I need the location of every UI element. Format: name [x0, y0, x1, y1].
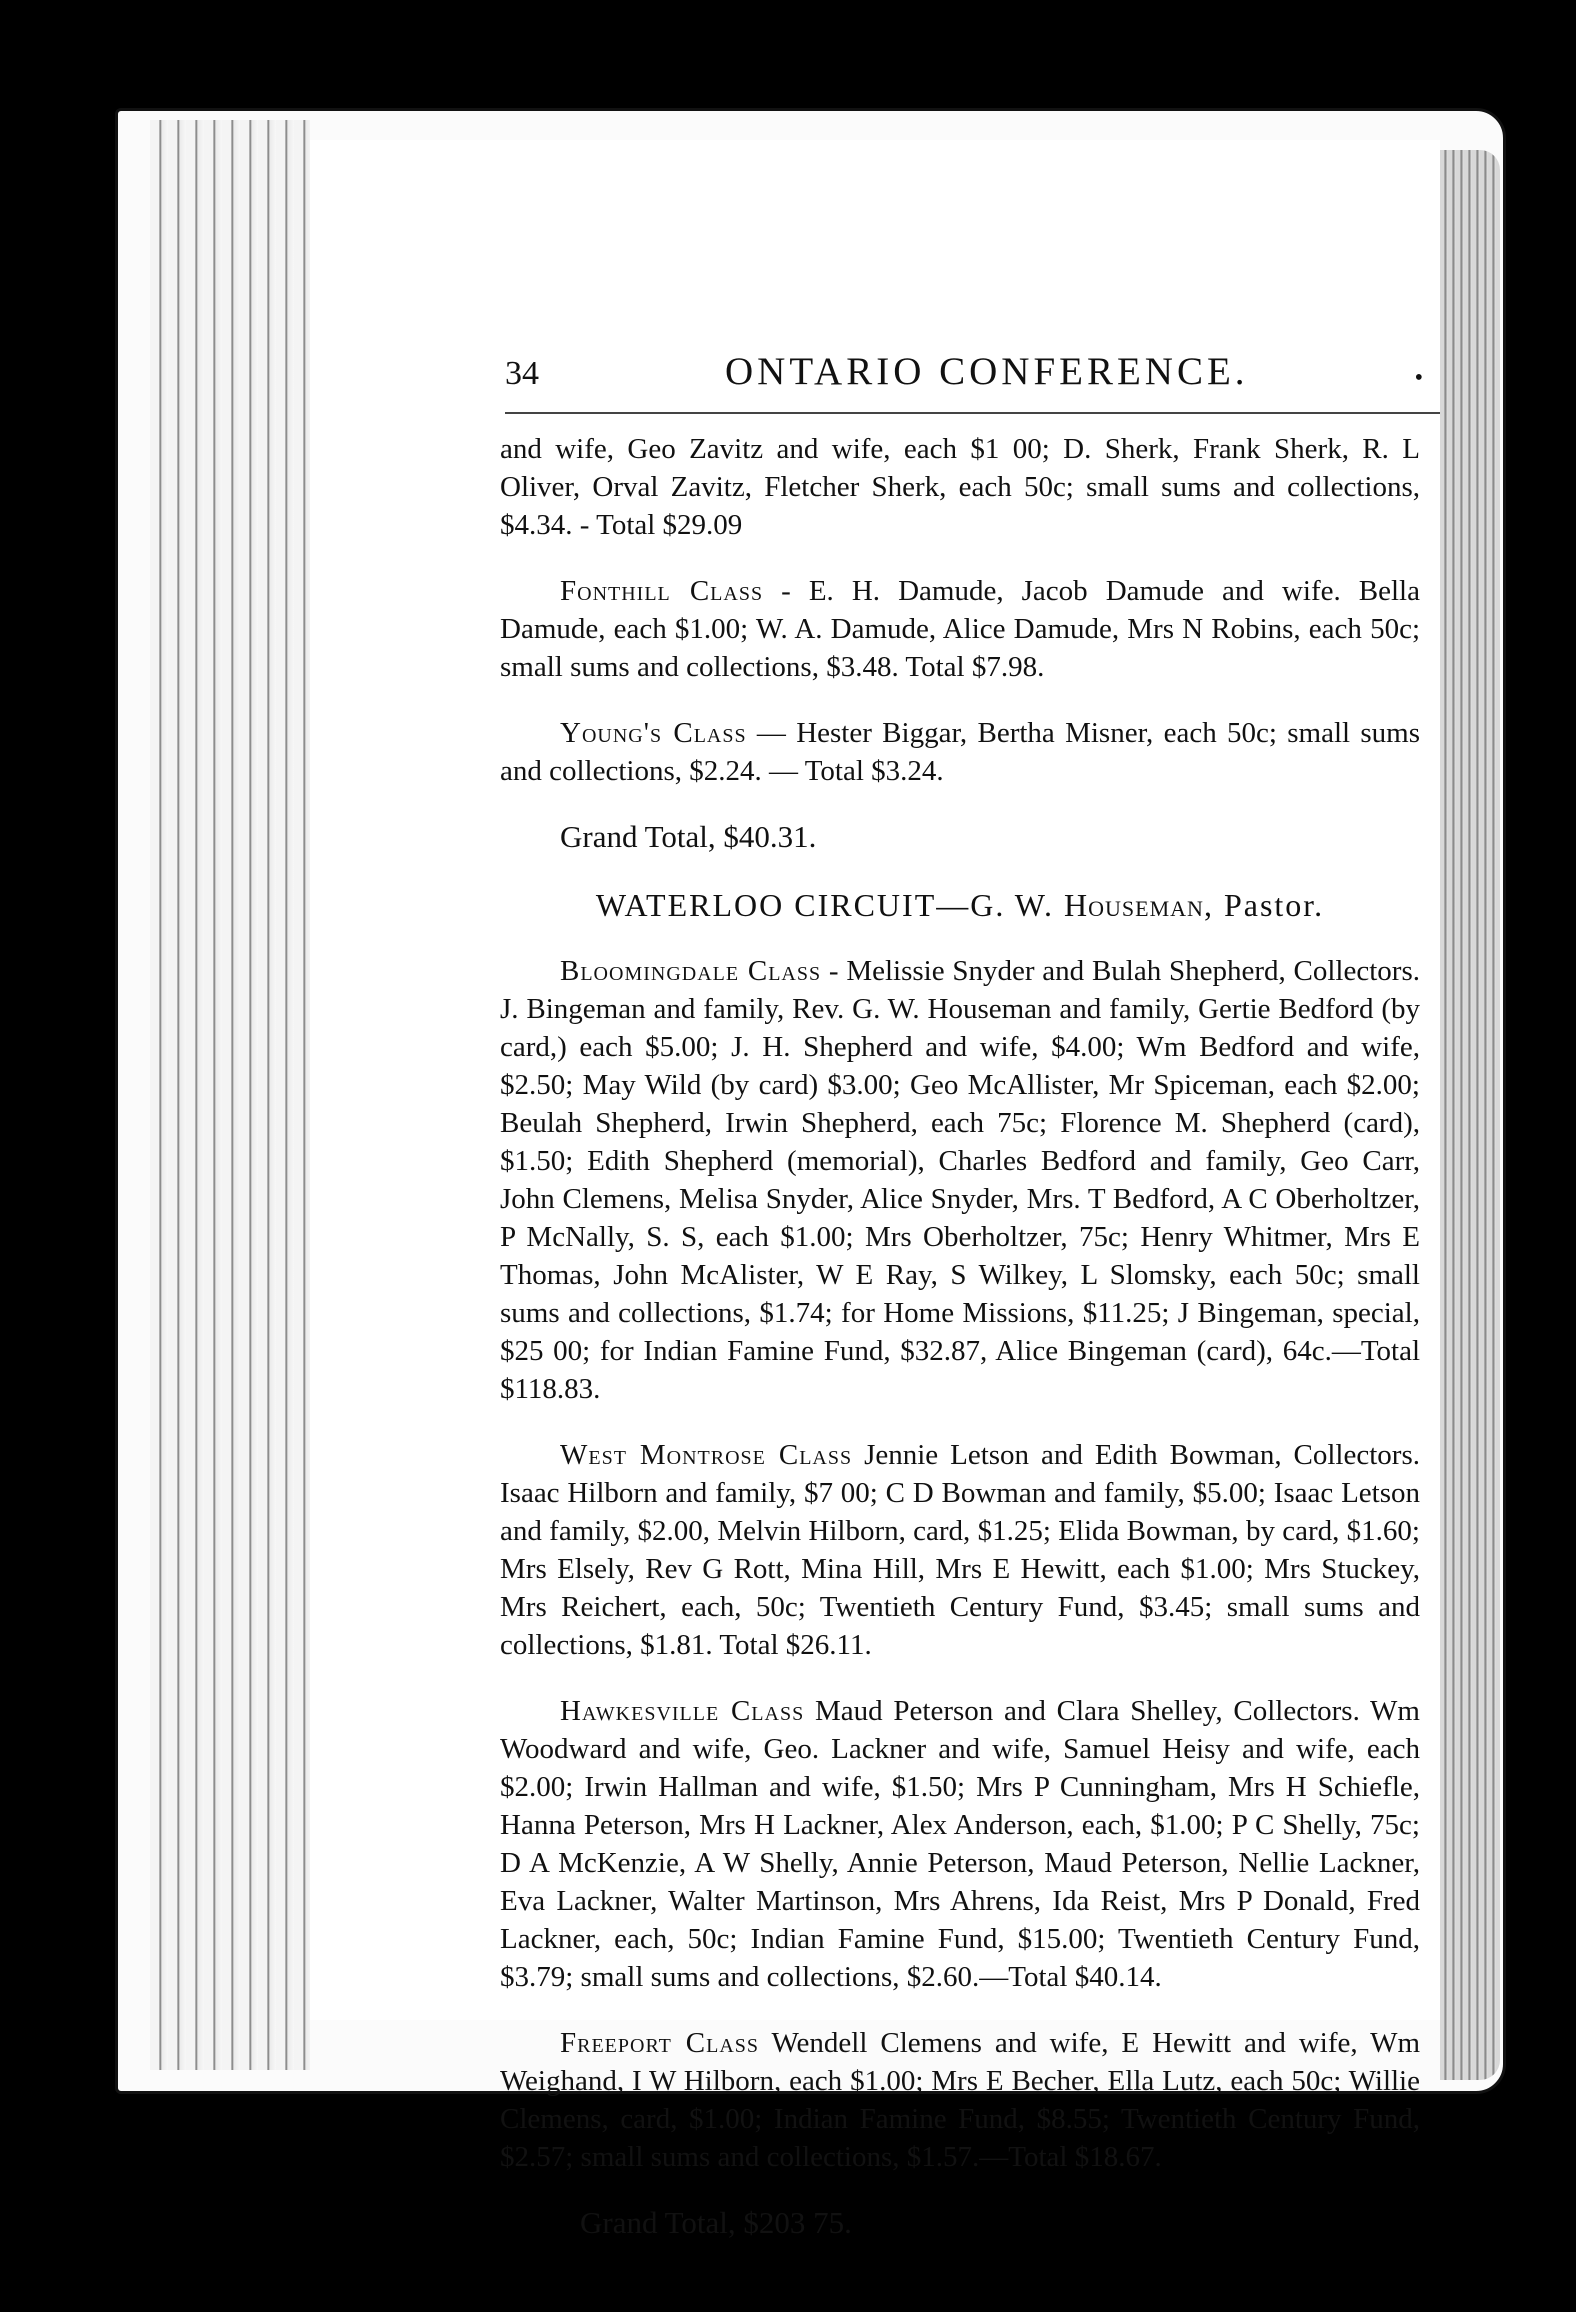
page-stack-edge	[150, 120, 310, 2070]
paragraph-text: — Hester Biggar, Bertha Misner, each 50c; small sums and collections, $2.24. — Total $3.24.	[500, 717, 1420, 787]
paragraph-west-montrose	[500, 1436, 1420, 1664]
page-header	[505, 345, 1435, 405]
paragraph-text: Maud Peterson and Clara Shelley, Collectors. Wm Woodward and wife, Geo. Lackner and wife, Samuel Heisy and wife, each $2.00; Irwin Hallman and wife, $1.50; Mrs P Cunningham, Mrs H Schiefle, Hanna Peterson, Mrs H Lackner, Alex Anderson, each, $1.00; P C Shelly, 75c; D A McKenzie, A W Shelly, Annie Peterson, Maud Peterson, Nellie Lackner, Eva Lackner, Walter Martinson, Mrs Ahrens, Ida Reist, Mrs P Donald, Fred Lackner, each, 50c; Indian Famine Fund, $15.00; Twentieth Century Fund, $3.79; small sums and collections, $2.60.—Total $40.14.	[500, 1695, 1420, 1993]
paragraph-freeport	[500, 2024, 1420, 2176]
paragraph-text: Jennie Letson and Edith Bowman, Collectors. Isaac Hilborn and family, $7 00; C D Bowman and family, $5.00; Isaac Letson and family, $2.00, Melvin Hilborn, card, $1.25; Elida Bowman, by card, $1.60; Mrs Elsely, Rev G Rott, Mina Hill, Mrs E Hewitt, each $1.00; Mrs Stuckey, Mrs Reichert, each, 50c; Twentieth Century Fund, $3.45; small sums and collections, $1.81. Total $26.11.	[500, 1439, 1420, 1661]
paragraph-text: - Melissie Snyder and Bulah Shepherd, Collectors. J. Bingeman and family, Rev. G. W. Houseman and family, Gertie Bedford (by card,) each $5.00; J. H. Shepherd and wife, $4.00; Wm Bedford and wife, $2.50; May Wild (by card) $3.00; Geo McAllister, Mr Spiceman, each $2.00; Beulah Shepherd, Irwin Shepherd, each 75c; Florence M. Shepherd (card), $1.50; Edith Shepherd (memorial), Charles Bedford and family, Geo Carr, John Clemens, Melisa Snyder, Alice Snyder, Mrs. T Bedford, A C Oberholtzer, P McNally, S. S, each $1.00; Mrs Oberholtzer, 75c; Henry Whitmer, Mrs E Thomas, John McAlister, W E Ray, S Wilkey, L Slomsky, each 50c; small sums and collections, $1.74; for Home Missions, $11.25; J Bingeman, special, $25 00; for Indian Famine Fund, $32.87, Alice Bingeman (card), 64c.—Total $118.83.	[500, 955, 1420, 1405]
page-number: 34	[505, 355, 539, 392]
grand-total: Grand Total, $40.31.	[560, 819, 817, 854]
page-body	[500, 430, 1420, 2242]
class-heading: Young's Class	[560, 717, 747, 749]
paragraph-young	[500, 714, 1420, 790]
class-heading: Freeport Class	[560, 2027, 760, 2059]
film-border-left	[0, 0, 120, 2312]
header-bullet: •	[1414, 365, 1423, 391]
class-heading: West Montrose Class	[560, 1439, 853, 1471]
paragraph-text: - E. H. Damude, Jacob Damude and wife. Bella Damude, each $1.00; W. A. Damude, Alice Damude, Mrs N Robins, each 50c; small sums and collections, $3.48. Total $7.98.	[500, 575, 1420, 683]
paragraph-bloomingdale	[500, 952, 1420, 1408]
paragraph-continuation: and wife, Geo Zavitz and wife, each $1 00; D. Sherk, Frank Sherk, R. L Oliver, Orval Zavitz, Fletcher Sherk, each 50c; small sums and collections, $4.34. - Total $29.09	[500, 433, 1420, 541]
circuit-heading	[500, 886, 1420, 924]
class-heading: Bloomingdale Class	[560, 955, 822, 987]
circuit-tail: , Pastor.	[1203, 887, 1325, 923]
page-stack-right-edge	[1440, 150, 1500, 2080]
header-rule	[505, 412, 1440, 414]
grand-total: Grand Total, $203 75.	[580, 2205, 852, 2240]
class-heading: Fonthill Class	[560, 575, 764, 607]
running-title: ONTARIO CONFERENCE.	[725, 350, 1249, 393]
class-heading: Hawkesville Class	[560, 1695, 805, 1727]
circuit-title: WATERLOO CIRCUIT—G. W.	[595, 887, 1065, 923]
film-border-right	[1496, 0, 1576, 2312]
book-page	[310, 140, 1440, 2240]
paragraph-text: Wendell Clemens and wife, E Hewitt and wife, Wm Weighand, I W Hilborn, each $1.00; Mrs E Becher, Ella Lutz, each 50c; Willie Clemens, card, $1.00; Indian Famine Fund, $8.55; Twentieth Century Fund, $2.57; small sums and collections, $1.57.—Total $18.67.	[500, 2027, 1420, 2173]
pastor-name: Houseman	[1064, 887, 1204, 923]
paragraph-fonthill	[500, 572, 1420, 686]
paragraph-hawkesville	[500, 1692, 1420, 1996]
